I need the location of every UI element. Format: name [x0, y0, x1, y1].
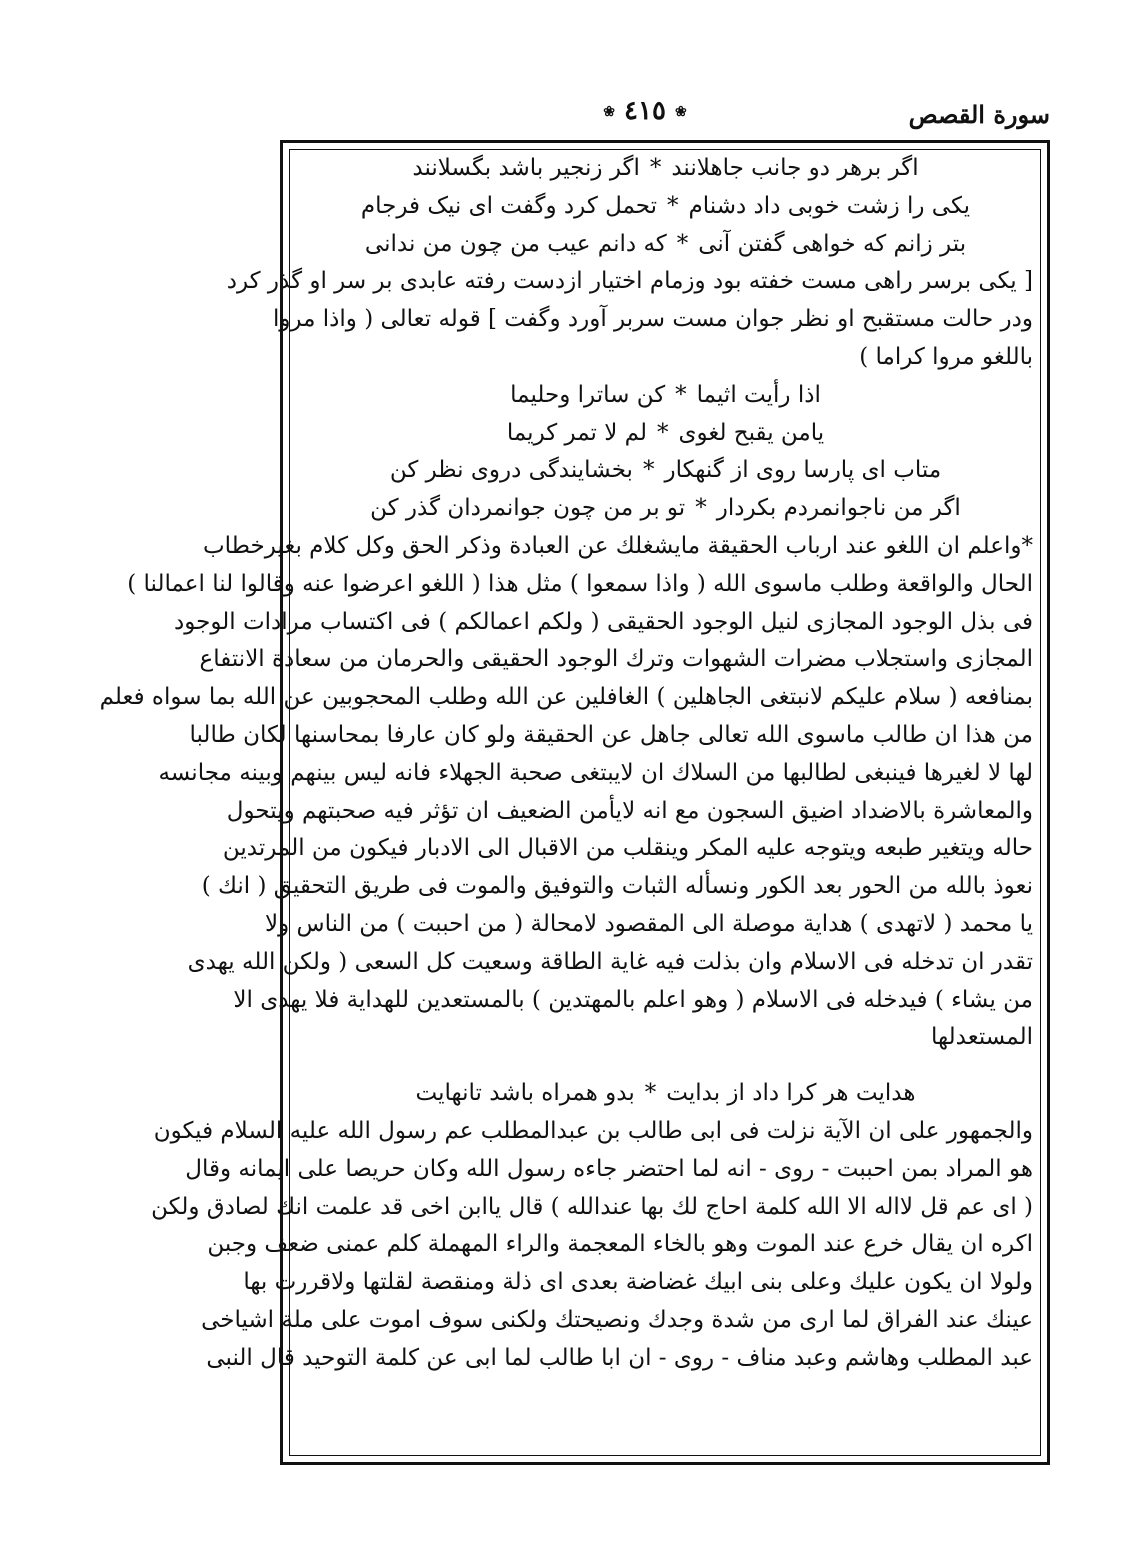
prose-line: لها لا لغیرها فینبغی لطالبها من السلاك ان لایبتغی صحبة الجهلاء فانه لیس بینهم وبینه مجانسه [158, 759, 1033, 786]
prose-line: تقدر ان تدخله فی الاسلام وان بذلت فیه غایة الطاقة وسعیت کل السعی ( ولکن الله یهدی [187, 948, 1033, 975]
prose-line: عینك عند الفراق لما اری من شدة وجدك ونصیحتك ولکنی سوف اموت علی ملة اشیاخی [201, 1306, 1033, 1333]
prose-line: یا محمد ( لاتهدی ) هدایة موصلة الی المقصود لامحالة ( من احببت ) من الناس ولا [265, 910, 1033, 937]
verse-line: بتر زانم که خواهی گفتن آنی*که دانم عیب من چون من ندانی [364, 230, 967, 257]
prose-line: [ یکی برسر راهی مست خفته بود وزمام اختیار ازدست رفته عابدی بر سر او گذر کرد [226, 268, 1033, 295]
hemistich: هدایت هر کرا داد از بدایت [666, 1080, 916, 1107]
prose-line: والجمهور علی ان الآیة نزلت فی ابی طالب بن عبدالمطلب عم رسول الله علیه السلام فیکون [153, 1117, 1033, 1144]
hemistich: لم لا تمر کریما [506, 419, 647, 446]
surah-title: سورة القصص [908, 100, 1050, 129]
prose-line: المجازی واستجلاب مضرات الشهوات وترك الوجود الحقیقی والحرمان من سعادة الانتفاع [199, 646, 1033, 673]
prose-line: نعوذ بالله من الحور بعد الکور ونسأله الثبات والتوفیق والموت فی طریق التحقیق ( انك ) [201, 873, 1033, 900]
prose-line: *واعلم ان اللغو عند ارباب الحقیقة مایشغلك عن العبادة وذکر الحق وکل کلام بغیرخطاب [202, 532, 1033, 559]
hemistich: کن ساترا وحلیما [510, 381, 666, 408]
left-ornament-icon: ❀ [675, 104, 687, 120]
hemistich: تحمل کرد وگفت ای نیک فرجام [360, 192, 658, 219]
page-header [280, 96, 1050, 140]
hemistich: بخشایندگی دروی نظر کن [389, 457, 633, 484]
hemistich: یامن یقبح لغوی [678, 419, 825, 446]
verse-line: یکی را زشت خوبی داد دشنام*تحمل کرد وگفت ای نیک فرجام [360, 192, 971, 219]
hemistich: اگر من ناجوانمردم بکردار [716, 495, 961, 522]
verse-line: اگر من ناجوانمردم بکردار*تو بر من چون جوانمردان گذر کن [370, 495, 961, 522]
prose-line: من یشاء ) فیدخله فی الاسلام ( وهو اعلم بالمهتدین ) بالمستعدین للهدایة فلا یهدی الا [233, 986, 1033, 1013]
hemistich: بدو همراه باشد تانهایت [415, 1080, 635, 1107]
prose-line: فی بذل الوجود المجازی لنیل الوجود الحقیقی ( ولکم اعمالکم ) فی اکتساب مرادات الوجود [174, 608, 1033, 635]
prose-line: هو المراد بمن احببت - روی - انه لما احتضر جاءه رسول الله وکان حریصا علی ایمانه وقال [185, 1155, 1033, 1182]
prose-line: باللغو مروا کراما ) [859, 343, 1033, 370]
hemistich: که دانم عیب من چون من ندانی [364, 230, 667, 257]
prose-line: ( ای عم قل لااله الا الله کلمة احاج لك بها عندالله ) قال یاابن اخی قد علمت انك لصادق ولکن [151, 1193, 1033, 1220]
verse-line: یامن یقبح لغوی*لم لا تمر کریما [506, 419, 825, 446]
prose-line: المستعدلها [931, 1024, 1033, 1051]
spacer [298, 1057, 1033, 1075]
prose-line: اکره ان یقال خرع عند الموت وهو بالخاء المعجمة والراء المهملة کلم عمنی ضعف وجبن [207, 1231, 1033, 1258]
hemistich: متاب ای پارسا روی از گنهکار [664, 457, 942, 484]
prose-line: ودر حالت مستقبح او نظر جوان مست سربر آورد وگفت ] قوله تعالی ( واذا مروا [272, 306, 1033, 333]
verse-line: متاب ای پارسا روی از گنهکار*بخشایندگی دروی نظر کن [389, 457, 942, 484]
prose-line: الحال والواقعة وطلب ماسوی الله ( واذا سمعوا ) مثل هذا ( اللغو اعرضوا عنه وقالوا لنا اعمالنا ) [127, 570, 1033, 597]
verse-line: اذا رأیت اثیما*کن ساترا وحلیما [510, 381, 821, 408]
hemistich: اگر برهر دو جانب جاهلانند [671, 155, 919, 181]
prose-line: بمنافعه ( سلام علیکم لانبتغی الجاهلین ) الغافلین عن الله وطلب المحجوبین عن الله بما سواه فعلم [99, 684, 1033, 711]
page-number-value: ٤١٥ [624, 96, 666, 126]
hemistich: یکی را زشت خوبی داد دشنام [688, 192, 971, 219]
hemistich: اگر زنجیر باشد بگسلانند [412, 155, 640, 181]
prose-line: والمعاشرة بالاضداد اضیق السجون مع انه لایأمن الضعیف ان تؤثر فیه صحبتهم ویتحول [226, 797, 1033, 824]
page-content [99, 150, 1033, 1378]
prose-line: ولولا ان یکون علیك وعلی بنی ابیك غضاضة بعدی ای ذلة ومنقصة لقلتها ولاقررت بها [243, 1269, 1033, 1296]
verse-line: اگر برهر دو جانب جاهلانند*اگر زنجیر باشد بگسلانند [412, 155, 919, 181]
hemistich: اذا رأیت اثیما [696, 381, 821, 408]
hemistich: تو بر من چون جوانمردان گذر کن [370, 495, 686, 522]
right-ornament-icon: ❀ [603, 104, 615, 120]
prose-line: عبد المطلب وهاشم وعبد مناف - روی - ان ابا طالب لما ابی عن کلمة التوحید قال النبی [206, 1344, 1033, 1371]
verse-line: هدایت هر کرا داد از بدایت*بدو همراه باشد تانهایت [415, 1080, 916, 1107]
hemistich: بتر زانم که خواهی گفتن آنی [698, 230, 967, 257]
page-number [580, 96, 710, 126]
prose-line: من هذا ان طالب ماسوی الله تعالی جاهل عن الحقیقة ولو کان عارفا بمحاسنها لکان طالبا [189, 721, 1033, 748]
prose-line: حاله ویتغیر طبعه ویتوجه علیه المکر وینقلب من الاقبال الی الادبار فیکون من المرتدین [222, 835, 1033, 862]
